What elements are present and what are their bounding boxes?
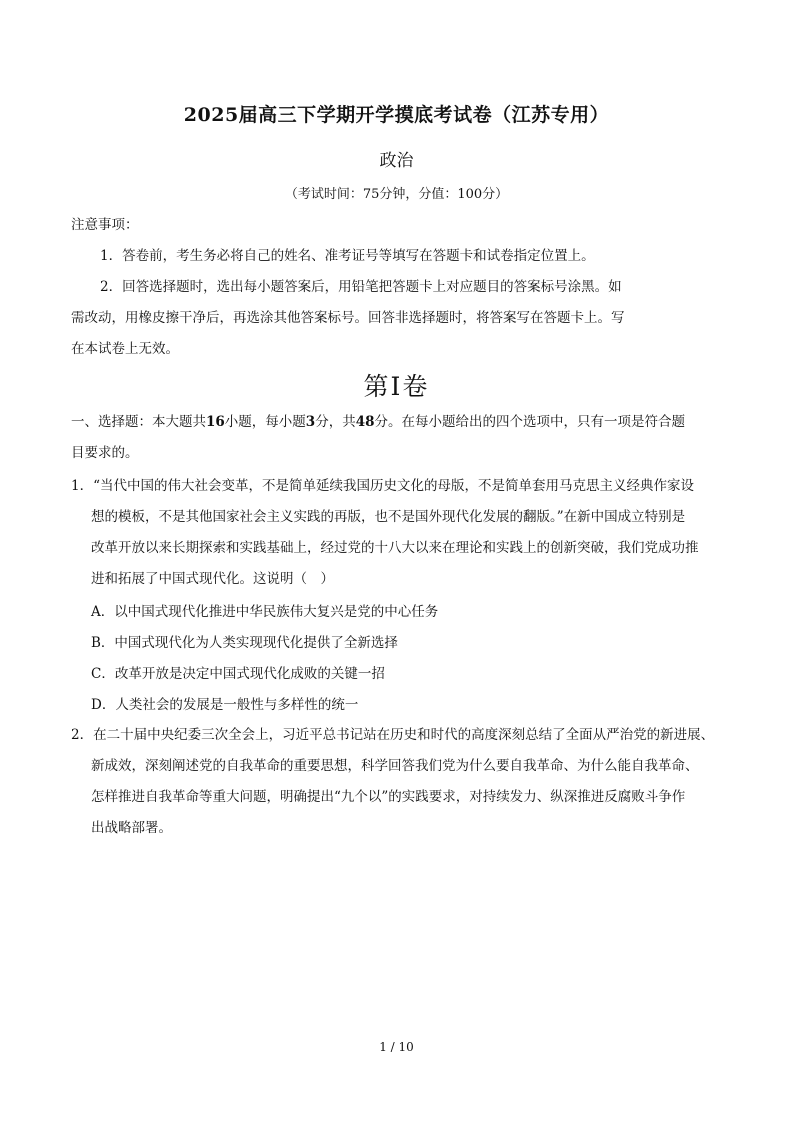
section-intro-line-2: 目要求的。 (71, 445, 139, 461)
question-1-line-3: 改革开放以来长期探索和实践基础上，经过党的十八大以来在理论和实践上的创新突破，我们党成功推 (91, 540, 699, 556)
question-1-option-c: C．改革开放是决定中国式现代化成败的关键一招 (91, 666, 385, 682)
question-1-option-b: B．中国式现代化为人类实现现代化提供了全新选择 (91, 635, 398, 651)
exam-info: （考试时间：75分钟，分值：100分） (284, 187, 509, 202)
question-1-option-a: A．以中国式现代化推进中华民族伟大复兴是党的中心任务 (91, 604, 439, 620)
question-1-option-d: D．人类社会的发展是一般性与多样性的统一 (91, 697, 359, 713)
subject-title: 政治 (379, 151, 414, 171)
notice-item-1: 1．答卷前，考生务必将自己的姓名、准考证号等填写在答题卡和试卷指定位置上。 (100, 248, 595, 264)
section-title: 第Ⅰ卷 (363, 372, 430, 401)
question-2-line-1: 2．在二十届中央纪委三次全会上，习近平总书记站在历史和时代的高度深刻总结了全面从严治党的新进展、 (71, 727, 715, 743)
question-2-line-3: 怎样推进自我革命等重大问题，明确提出“九个以”的实践要求，对持续发力、纵深推进反腐败斗争作 (91, 789, 686, 805)
question-2-line-2: 新成效，深刻阐述党的自我革命的重要思想，科学回答我们党为什么要自我革命、为什么能自我革命、 (91, 758, 699, 774)
question-1-line-1: 1．“当代中国的伟大社会变革，不是简单延续我国历史文化的母版，不是简单套用马克思主义经典作家设 (71, 478, 694, 494)
question-1-line-2: 想的模板，不是其他国家社会主义实践的再版，也不是国外现代化发展的翻版。”在新中国成立特别是 (91, 509, 686, 525)
notice-heading: 注意事项： (71, 217, 139, 233)
notice-item-2-line-1: 2．回答选择题时，选出每小题答案后，用铅笔把答题卡上对应题目的答案标号涂黑。如 (100, 279, 622, 295)
exam-title: 2025届高三下学期开学摸底考试卷（江苏专用） (183, 104, 610, 126)
question-1-line-4: 进和拓展了中国式现代化。这说明（ ） (91, 571, 334, 587)
question-2-line-4: 出战略部署。 (91, 820, 172, 836)
section-intro-line-1: 一、选择题：本大题共16小题，每小题3分，共48分。在每小题给出的四个选项中，只有一项是符合题 (71, 414, 685, 430)
notice-item-2-line-3: 在本试卷上无效。 (71, 341, 179, 357)
page-number: 1 / 10 (379, 1040, 414, 1054)
notice-item-2-line-2: 需改动，用橡皮擦干净后，再选涂其他答案标号。回答非选择题时，将答案写在答题卡上。写 (71, 310, 625, 326)
